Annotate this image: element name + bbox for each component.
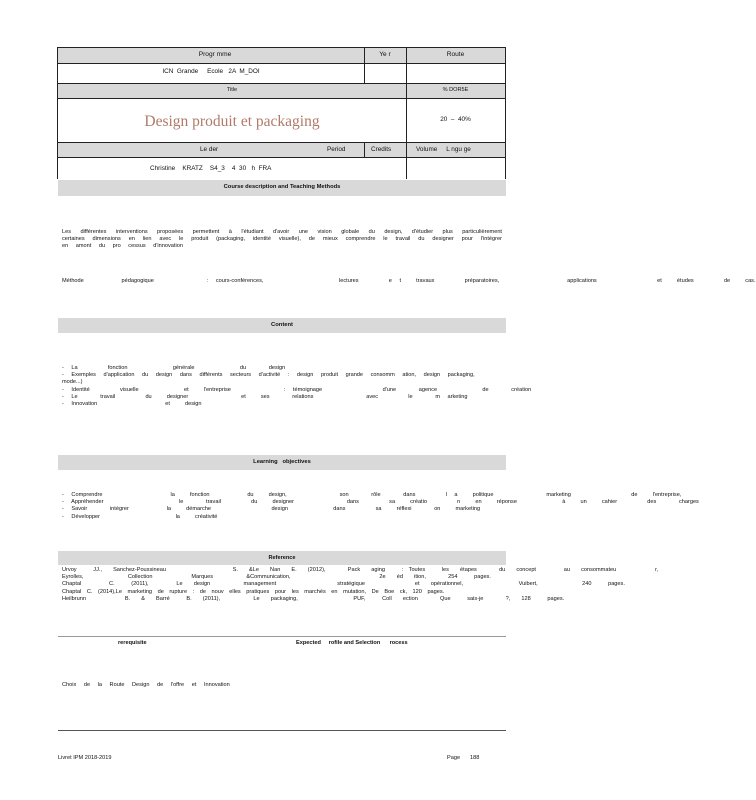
title-label: Title (226, 87, 238, 93)
list-item: - Savoir intégrer la démarche design dans sa réflexi on marketing (62, 506, 481, 513)
teaching-method: Méthode pédagogique : cours-conférences, lectures e t travaux préparatoires, applications et études de cas. (62, 278, 756, 284)
course-description-heading: Course description and Teaching Methods (223, 184, 341, 190)
volume-language-label: Volume L ngu ge (416, 146, 471, 153)
leader-label: Le der (200, 146, 219, 153)
list-item: - Développer la créativité (62, 513, 218, 520)
reference-heading: Reference (268, 555, 296, 561)
prerequisite-heading: rerequisite (118, 640, 147, 646)
list-item: - Le travail du designer et ses relations avec le m arketing (62, 393, 468, 400)
period-label: Period (327, 146, 346, 153)
reference-item: Urvoy JJ., Sanchez-Poussineau S. &Le Nan E. (2012), Pack aging : Toutes les étapes du concept au consommateu r, (62, 567, 659, 573)
reference-item: Heilbrunn B. & Barré B. (2011), Le packaging, PUF, Coll ection Que sais-je ?, 128 pages. (62, 595, 565, 602)
learning-objectives-list (62, 492, 699, 521)
route-label: Route (446, 51, 465, 58)
reference-item: Chaptal C. (2011), Le design management stratégique et opérationnel, Vuibert, 240 pages. (62, 581, 625, 588)
bottom-rule (58, 730, 506, 731)
course-title: Design produit et packaging (144, 113, 320, 130)
list-item: - Identité visuelle et l'entreprise : témoignage d'une agence de création (62, 386, 532, 393)
list-item: - Exemples d'application du design dans différents secteurs d'activité : design produit grande consomm ation, design packaging, mode...) (62, 372, 475, 386)
course-description-paragraph: Les différentes interventions proposées permettent à l'étudiant d'avoir une vision globale du design, d'étudier plus particulièrement certaines dimensions en lien avec le produit (packaging, identité visuelle), de mieux comprendre le travail du designer pour l'intégrer en amont du pro cessus d'innovation (62, 229, 502, 250)
list-item: - Innovation et design (62, 401, 202, 408)
reference-item: Chaptal C. (2014),Le marketing de rupture : de nouv elles pratiques pour les marchés en mutation, De Boe ck, 120 pages. (62, 588, 445, 595)
prerequisite-text: Choix de la Route Design de l'offre et Innovation (62, 682, 230, 688)
footer-page-number: 188 (470, 755, 480, 761)
year-label: Ye r (379, 51, 391, 58)
programme-label: Progr mme (198, 51, 232, 58)
credits-label: Credits (371, 146, 392, 153)
footer-page-label: Page (447, 755, 461, 761)
leader-row: Christine KRATZ S4_3 4 30 h FRA (150, 165, 272, 172)
percent-value: 20 – 40% (440, 116, 471, 123)
programme-value: ICN Grande Ecole 2A M_DOI (162, 68, 260, 75)
content-heading: Content (271, 322, 293, 328)
percent-label: % DOR5E (442, 87, 469, 93)
reference-item: Eyrolles, Collection Marques &Communication, 2e éd ition, 254 pages. (62, 574, 491, 581)
prerequisite-top-rule (58, 636, 506, 637)
learning-objectives-heading: Learning objectives (253, 459, 311, 465)
list-item: - Appréhender le travail du designer dans sa créatio n en réponse à un cahier des charges (62, 499, 699, 506)
expected-profile-heading: Expected rofile and Selection rocess (296, 640, 408, 646)
content-list (62, 365, 532, 408)
reference-list (62, 567, 659, 603)
list-item: - Comprendre la fonction du design, son rôle dans l a politique marketing de l'entreprise, (62, 492, 682, 498)
footer-booklet: Livret IPM 2018-2019 (58, 755, 112, 761)
list-item: - La fonction générale du design (62, 365, 286, 371)
